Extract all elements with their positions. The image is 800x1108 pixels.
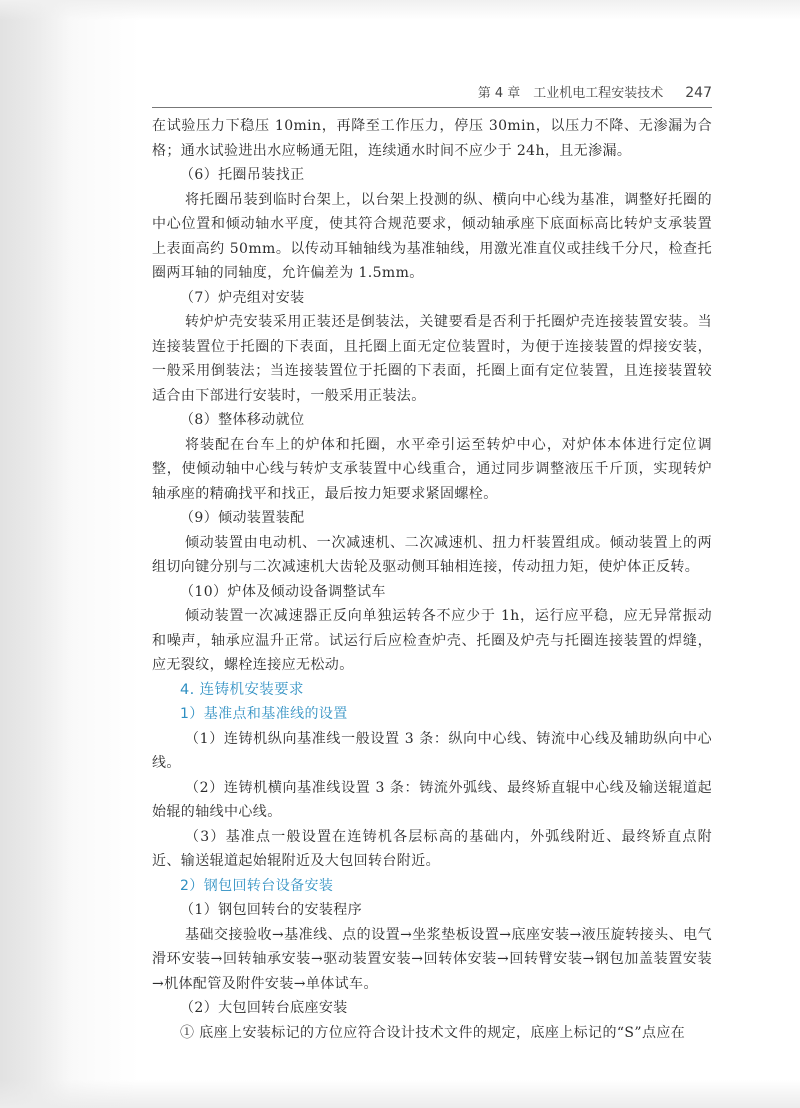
subsection-heading: （9）倾动装置装配: [180, 510, 305, 526]
paragraph: 转炉炉壳安装采用正装还是倒装法，关键要看是否利于托圈炉壳连接装置安装。当连接装置位于托圈的下表面，且托圈上面无定位装置时，为便于连接装置的焊接安装，一般采用倒装法；当连接装置位于托圈的下表面，托圈上面有定位装置，且连接装置较适合由下部进行安装时，一般采用正装法。: [152, 314, 712, 404]
numbered-paragraph: （2）连铸机横向基准线设置 3 条：铸流外弧线、最终矫直辊中心线及输送辊道起始辊的轴线中心线。: [152, 779, 712, 820]
section-subheading: 2）钢包回转台设备安装: [180, 877, 334, 894]
subsection-heading: （1）钢包回转台的安装程序: [180, 902, 363, 918]
page-gutter-shadow: [0, 0, 70, 1108]
scan-top-shadow: [0, 0, 800, 20]
paragraph: 倾动装置由电动机、一次减速机、二次减速机、扭力杆装置组成。倾动装置上的两组切向键分别与二次减速机大齿轮及驱动侧耳轴相连接，传动扭力矩，使炉体正反转。: [152, 534, 712, 575]
chapter-title: 第 4 章 工业机电工程安装技术: [477, 86, 664, 101]
section-heading: 4. 连铸机安装要求: [180, 681, 304, 698]
subsection-heading: （7）炉壳组对安装: [180, 289, 305, 306]
paragraph: 倾动装置一次减速器正反向单独运转各不应少于 1h，运行应平稳，应无异常振动和噪声，轴承应温升正常。试运行后应检查炉壳、托圈及炉壳与托圈连接装置的焊缝，应无裂纹，螺栓连接应无松动。: [152, 608, 712, 673]
subsection-heading: （6）托圈吊装找正: [180, 167, 305, 183]
header-rule: [152, 107, 712, 108]
running-header: [150, 82, 712, 102]
paragraph: 基础交接验收→基准线、点的设置→坐浆垫板设置→底座安装→液压旋转接头、电气滑环安装→回转轴承安装→驱动装置安装→回转体安装→回转臂安装→钢包加盖装置安装→机体配管及附件安装→单体试车。: [152, 926, 712, 992]
body-text: [152, 114, 712, 1045]
paragraph: 在试验压力下稳压 10min，再降至工作压力，停压 30min，以压力不降、无渗漏为合格；通水试验进出水应畅通无阻，连续通水时间不应少于 24h，且无渗漏。: [152, 118, 712, 159]
paragraph: 将装配在台车上的炉体和托圈，水平牵引运至转炉中心，对炉体本体进行定位调整，使倾动轴中心线与转炉支承装置中心线重合，通过同步调整液压千斤顶，实现转炉轴承座的精确找平和找正，最后按力矩要求紧固螺栓。: [152, 436, 712, 502]
paragraph: 将托圈吊装到临时台架上，以台架上投测的纵、横向中心线为基准，调整好托圈的中心位置和倾动轴水平度，使其符合规范要求，倾动轴承座下底面标高比转炉支承装置上表面高约 50mm。以传动耳轴轴线为基准轴线，用激光准直仪或挂线千分尺，检查托圈两耳轴的同轴度，允许偏差为 1.5mm。: [152, 191, 712, 281]
section-subheading: 1）基准点和基准线的设置: [180, 706, 348, 722]
subsection-heading: （10）炉体及倾动设备调整试车: [180, 583, 386, 600]
numbered-paragraph: （3）基准点一般设置在连铸机各层标高的基础内，外弧线附近、最终矫直点附近、输送辊道起始辊附近及大包回转台附近。: [152, 828, 712, 869]
page-number: 247: [685, 85, 712, 101]
subsection-heading: （8）整体移动就位: [180, 412, 305, 428]
numbered-paragraph: （1）连铸机纵向基准线一般设置 3 条：纵向中心线、铸流中心线及辅助纵向中心线。: [152, 730, 712, 771]
paragraph: ① 底座上安装标记的方位应符合设计技术文件的规定，底座上标记的“S”点应在: [180, 1024, 686, 1041]
scan-bottom-shadow: [0, 1080, 800, 1108]
subsection-heading: （2）大包回转台底座安装: [180, 1000, 348, 1016]
